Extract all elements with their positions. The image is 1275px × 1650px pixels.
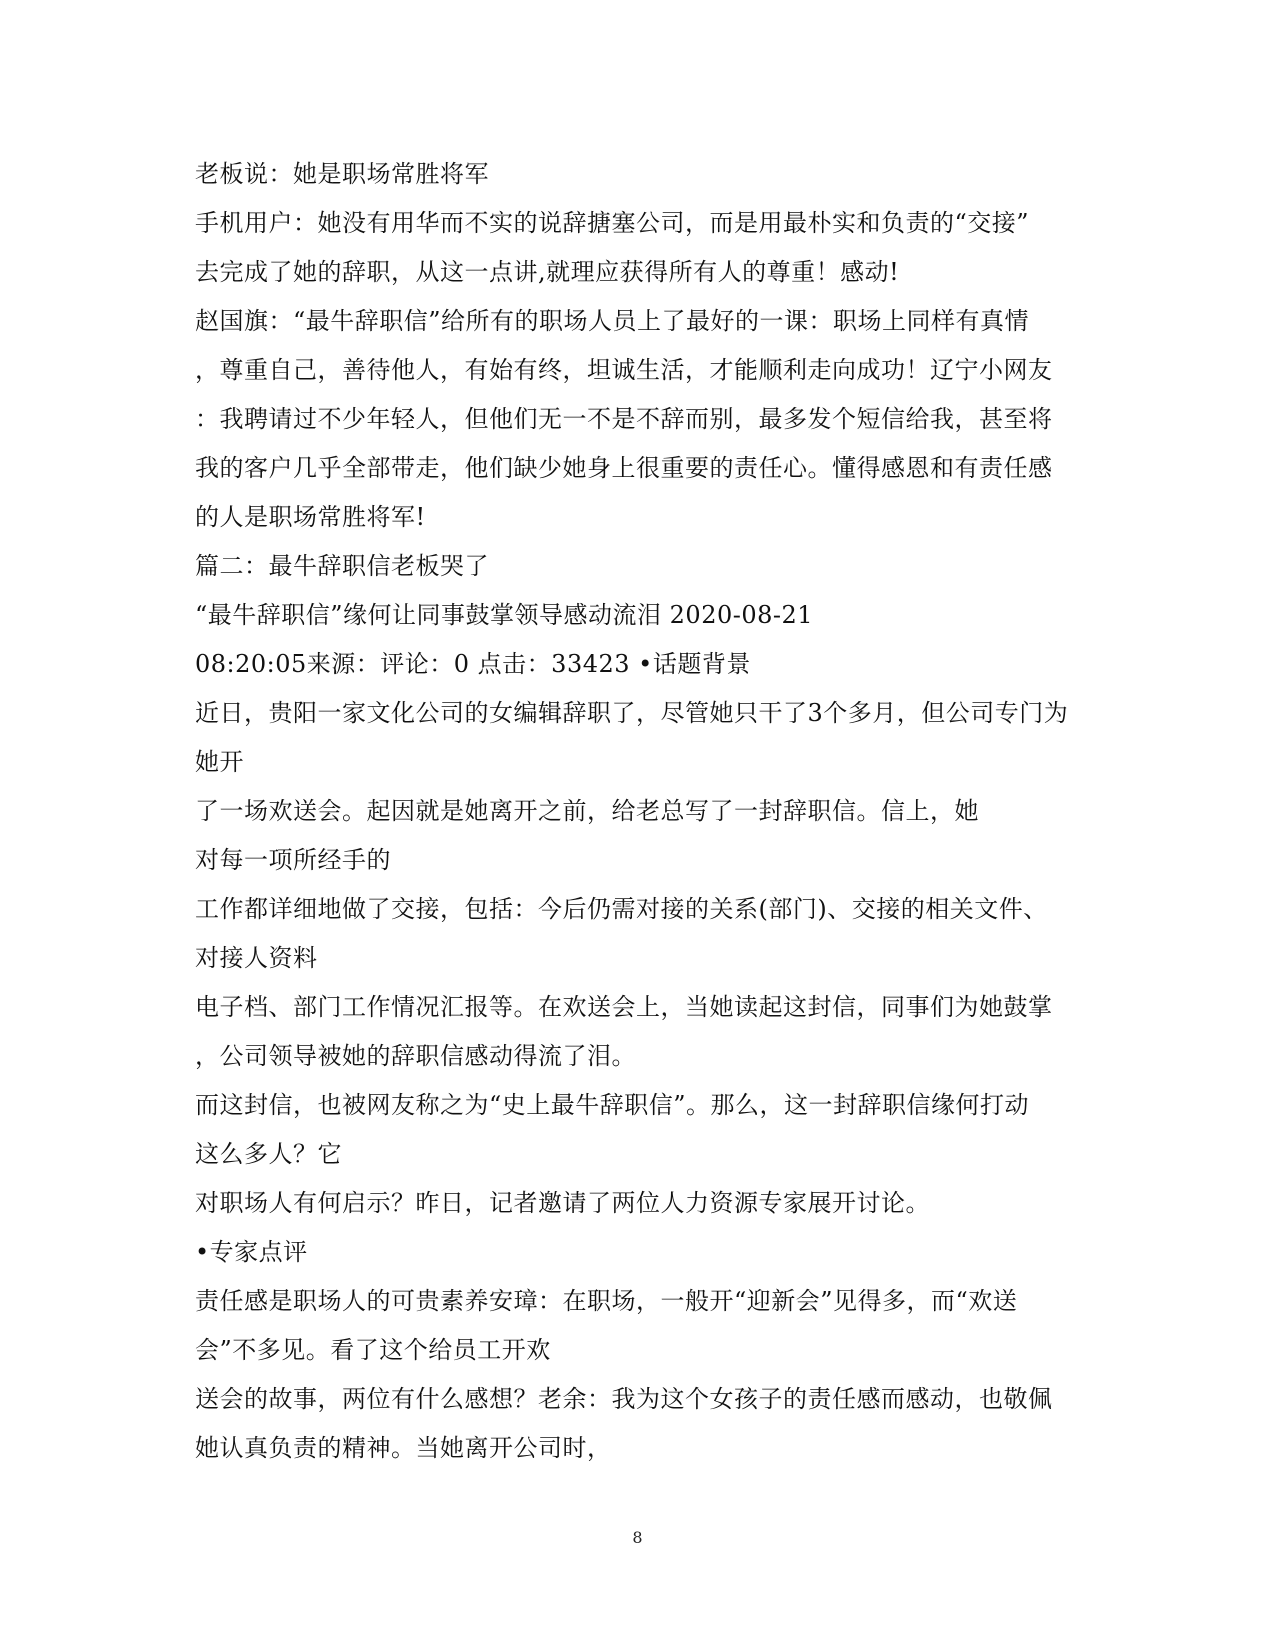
text-line: 电子档、部门工作情况汇报等。在欢送会上，当她读起这封信，同事们为她鼓掌 xyxy=(195,993,1053,1021)
text-line: 会”不多见。看了这个给员工开欢 xyxy=(195,1336,551,1364)
text-line: ，公司领导被她的辞职信感动得流了泪。 xyxy=(195,1042,636,1070)
text-line: 老板说：她是职场常胜将军 xyxy=(195,160,489,188)
page-body xyxy=(195,150,1095,1473)
text-line: 这么多人？它 xyxy=(195,1140,342,1168)
text-line: 赵国旗：“最牛辞职信”给所有的职场人员上了最好的一课：职场上同样有真情 xyxy=(195,307,1030,335)
bullet-heading: •专家点评 xyxy=(195,1238,308,1266)
text-line: 去完成了她的辞职，从这一点讲,就理应获得所有人的尊重！感动! xyxy=(195,258,900,286)
text-line: 近日，贵阳一家文化公司的女编辑辞职了，尽管她只干了3个多月，但公司专门为 xyxy=(195,699,1069,727)
article-meta: 08:20:05来源：评论：0 点击：33423 •话题背景 xyxy=(195,650,751,678)
text-line: ，尊重自己，善待他人，有始有终，坦诚生活，才能顺利走向成功！辽宁小网友 xyxy=(195,356,1053,384)
text-line: 责任感是职场人的可贵素养安璋：在职场，一般开“迎新会”见得多，而“欢送 xyxy=(195,1287,1018,1315)
text-line: 而这封信，也被网友称之为“史上最牛辞职信”。那么，这一封辞职信缘何打动 xyxy=(195,1091,1030,1119)
section-heading: 篇二：最牛辞职信老板哭了 xyxy=(195,552,489,580)
text-line: 对职场人有何启示？昨日，记者邀请了两位人力资源专家展开讨论。 xyxy=(195,1189,930,1217)
text-line: 我的客户几乎全部带走，他们缺少她身上很重要的责任心。懂得感恩和有责任感 xyxy=(195,454,1053,482)
text-line: 送会的故事，两位有什么感想？老余：我为这个女孩子的责任感而感动，也敬佩 xyxy=(195,1385,1053,1413)
text-line: 对接人资料 xyxy=(195,944,318,972)
text-line: 她认真负责的精神。当她离开公司时， xyxy=(195,1434,612,1462)
article-title: “最牛辞职信”缘何让同事鼓掌领导感动流泪 2020-08-21 xyxy=(195,601,814,629)
text-line: 手机用户：她没有用华而不实的说辞搪塞公司，而是用最朴实和负责的“交接” xyxy=(195,209,1030,237)
text-line: 了一场欢送会。起因就是她离开之前，给老总写了一封辞职信。信上，她 xyxy=(195,797,979,825)
text-line: ：我聘请过不少年轻人，但他们无一不是不辞而别，最多发个短信给我，甚至将 xyxy=(195,405,1053,433)
text-line: 对每一项所经手的 xyxy=(195,846,391,874)
text-line: 她开 xyxy=(195,748,244,776)
text-line: 的人是职场常胜将军! xyxy=(195,503,426,531)
text-line: 工作都详细地做了交接，包括：今后仍需对接的关系(部门)、交接的相关文件、 xyxy=(195,895,1048,923)
page-number: 8 xyxy=(632,1528,643,1547)
